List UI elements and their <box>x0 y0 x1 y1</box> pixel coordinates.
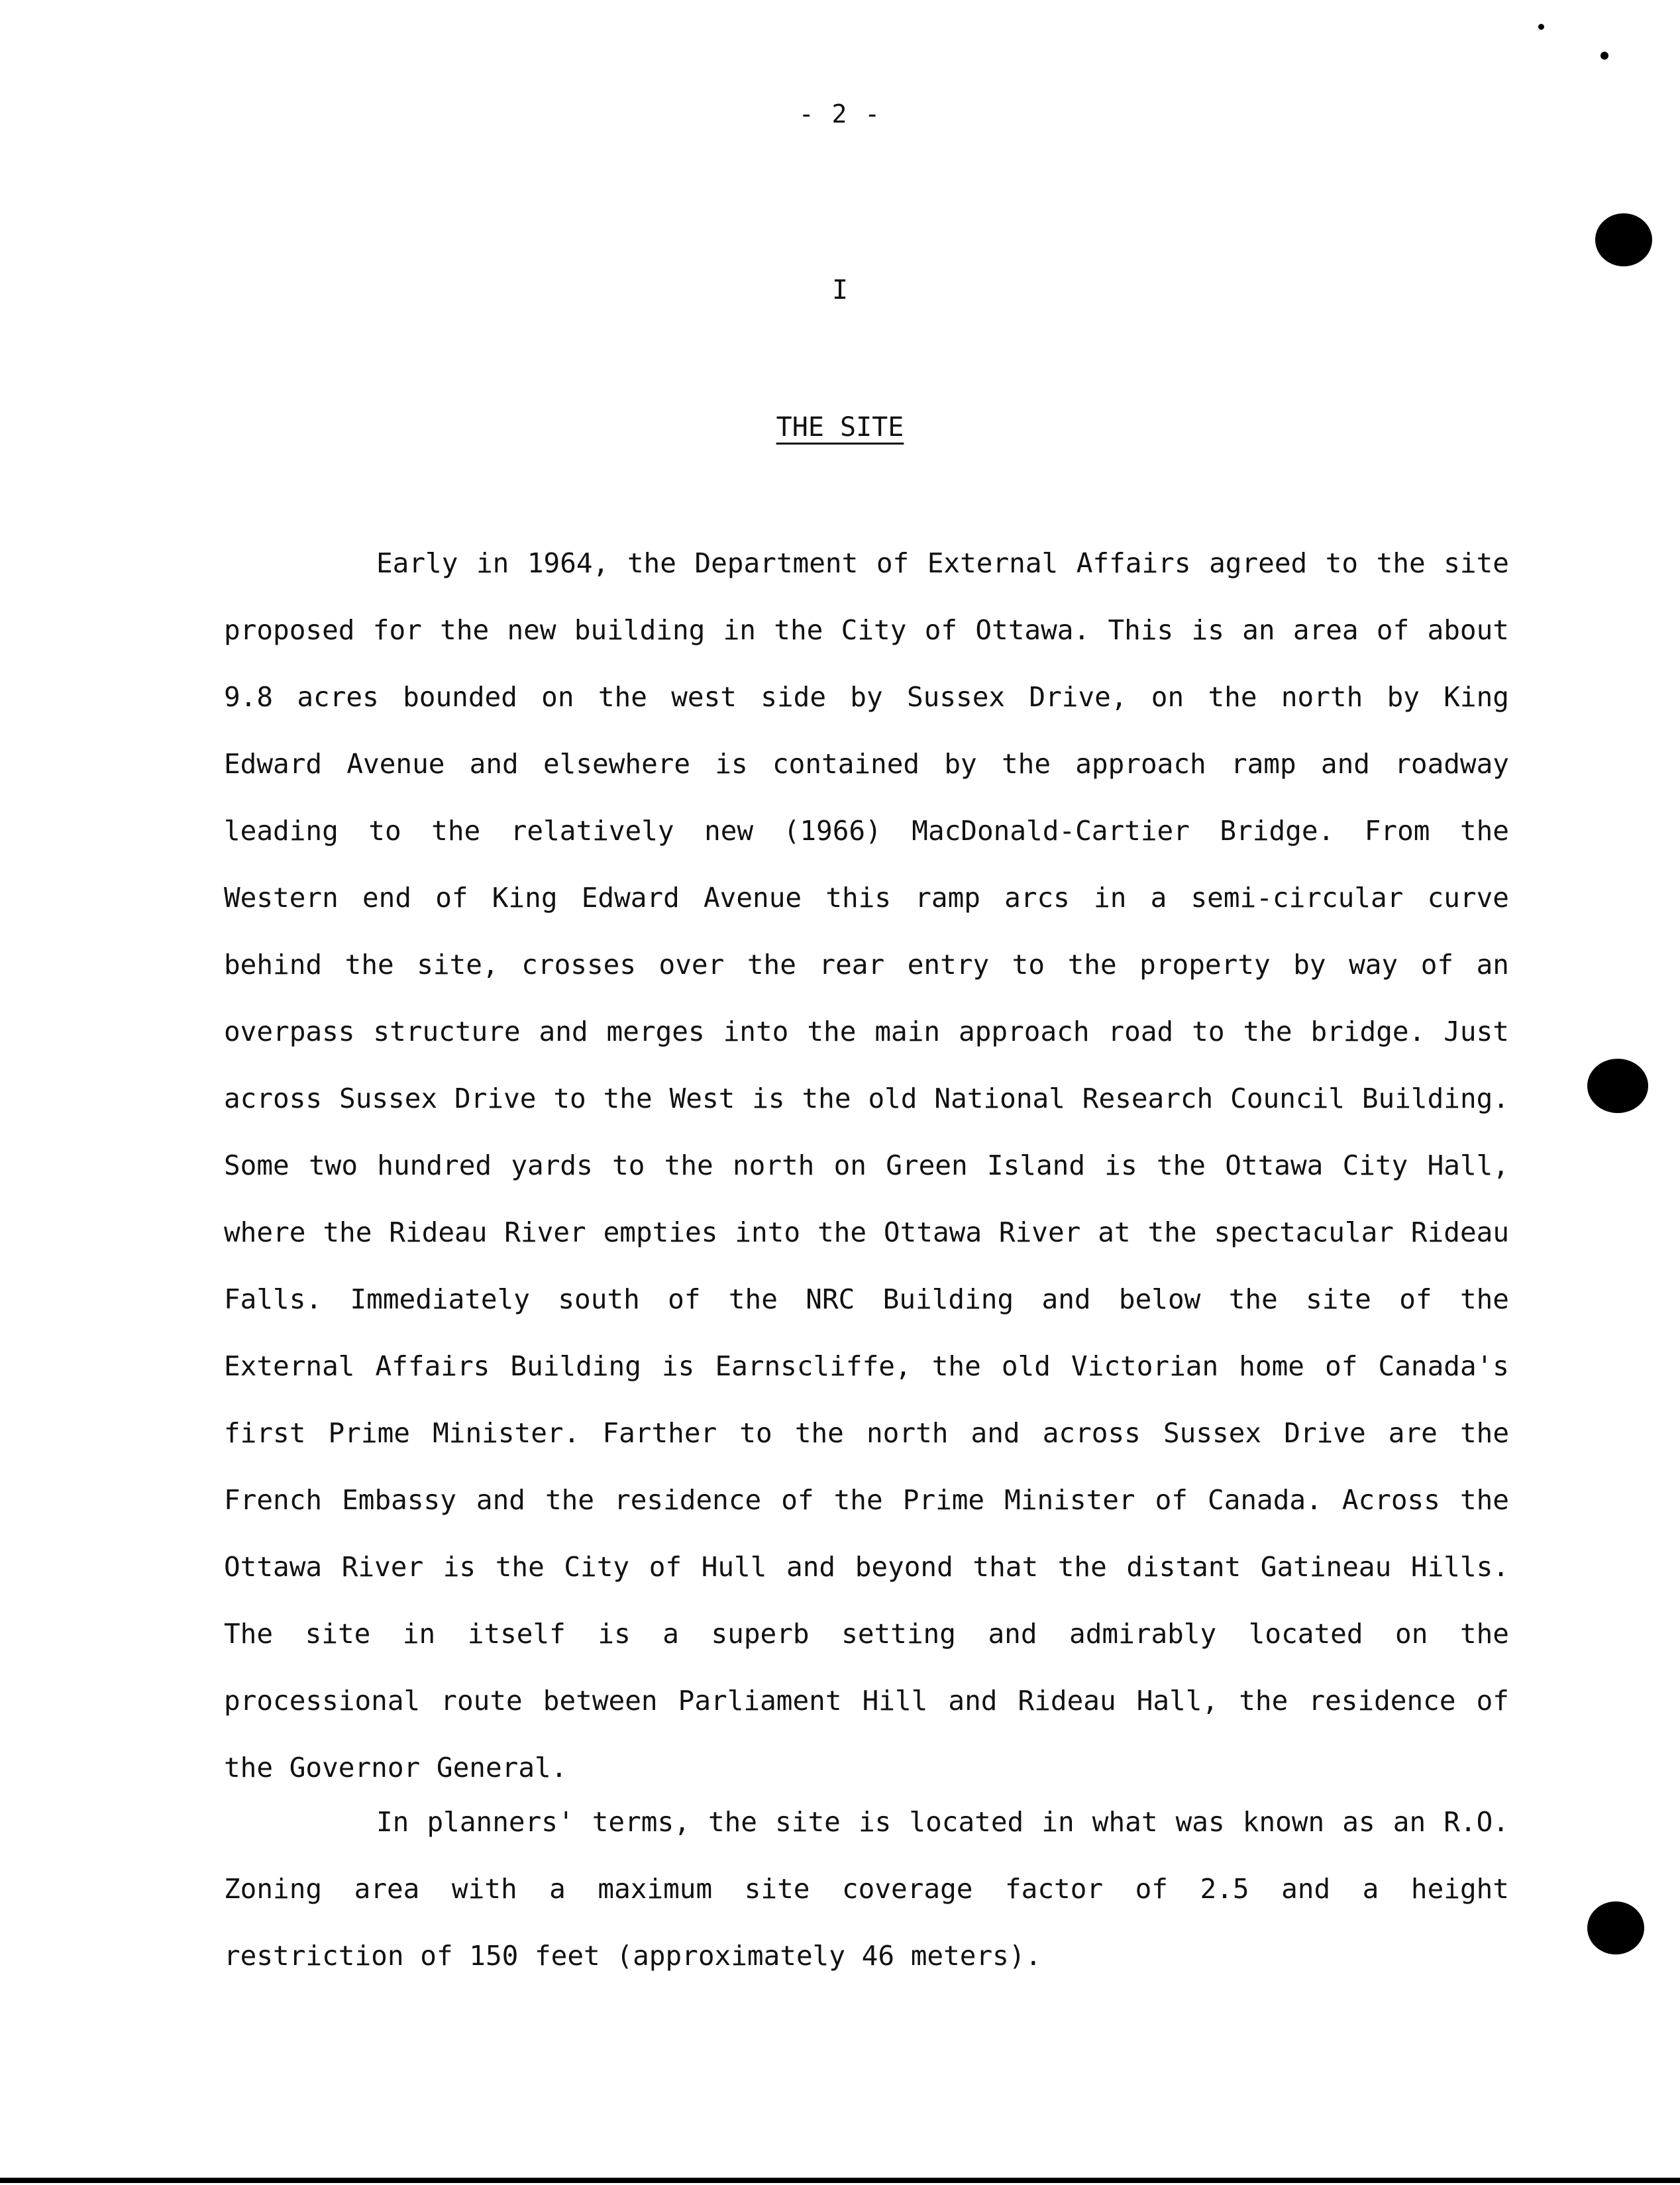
body-paragraph-2: In planners' terms, the site is located in what was known as an R.O. Zoning area with a maximum site coverage factor of 2.5 and a height restriction of 150 feet (approximately 46 meters). <box>224 1806 1509 1972</box>
scan-bottom-edge <box>0 2178 1680 2183</box>
punch-hole-top <box>1595 213 1652 266</box>
page-number: - 2 - <box>798 99 882 129</box>
section-title: THE SITE <box>776 412 904 443</box>
scan-speck <box>1538 24 1544 30</box>
section-numeral: I <box>831 275 849 305</box>
scan-speck <box>1601 52 1608 60</box>
punch-hole-bottom <box>1587 1901 1644 1954</box>
punch-hole-middle <box>1587 1059 1648 1113</box>
body-paragraph-1: Early in 1964, the Department of External Affairs agreed to the site proposed for the new building in the City of Ottawa. This is an area of about 9.8 acres bounded on the west side by Sussex Drive, on the north by King Edward Avenue and elsewhere is contained by the approach ramp and roadway leading to the relatively new (1966) MacDonald-Cartier Bridge. From the Western end of King Edward Avenue this ramp arcs in a semi-circular curve behind the site, crosses over the rear entry to the property by way of an overpass structure and merges into the main approach road to the bridge. Just across Sussex Drive to the West is the old National Research Council Building. Some two hundred yards to the north on Green Island is the Ottawa City Hall, where the Rideau River empties into the Ottawa River at the spectacular Rideau Falls. Immediately south of the NRC Building and below the site of the External Affairs Building is Earnscliffe, the old Victorian home of Canada's first Prime Minister. Farther to the north and across Sussex Drive are the French Embassy and the residence of the Prime Minister of Canada. Across the Ottawa River is the City of Hull and beyond that the distant Gatineau Hills. The site in itself is a superb setting and admirably located on the processional route between Parliament Hill and Rideau Hall, the residence of the Governor General. <box>224 547 1509 1784</box>
